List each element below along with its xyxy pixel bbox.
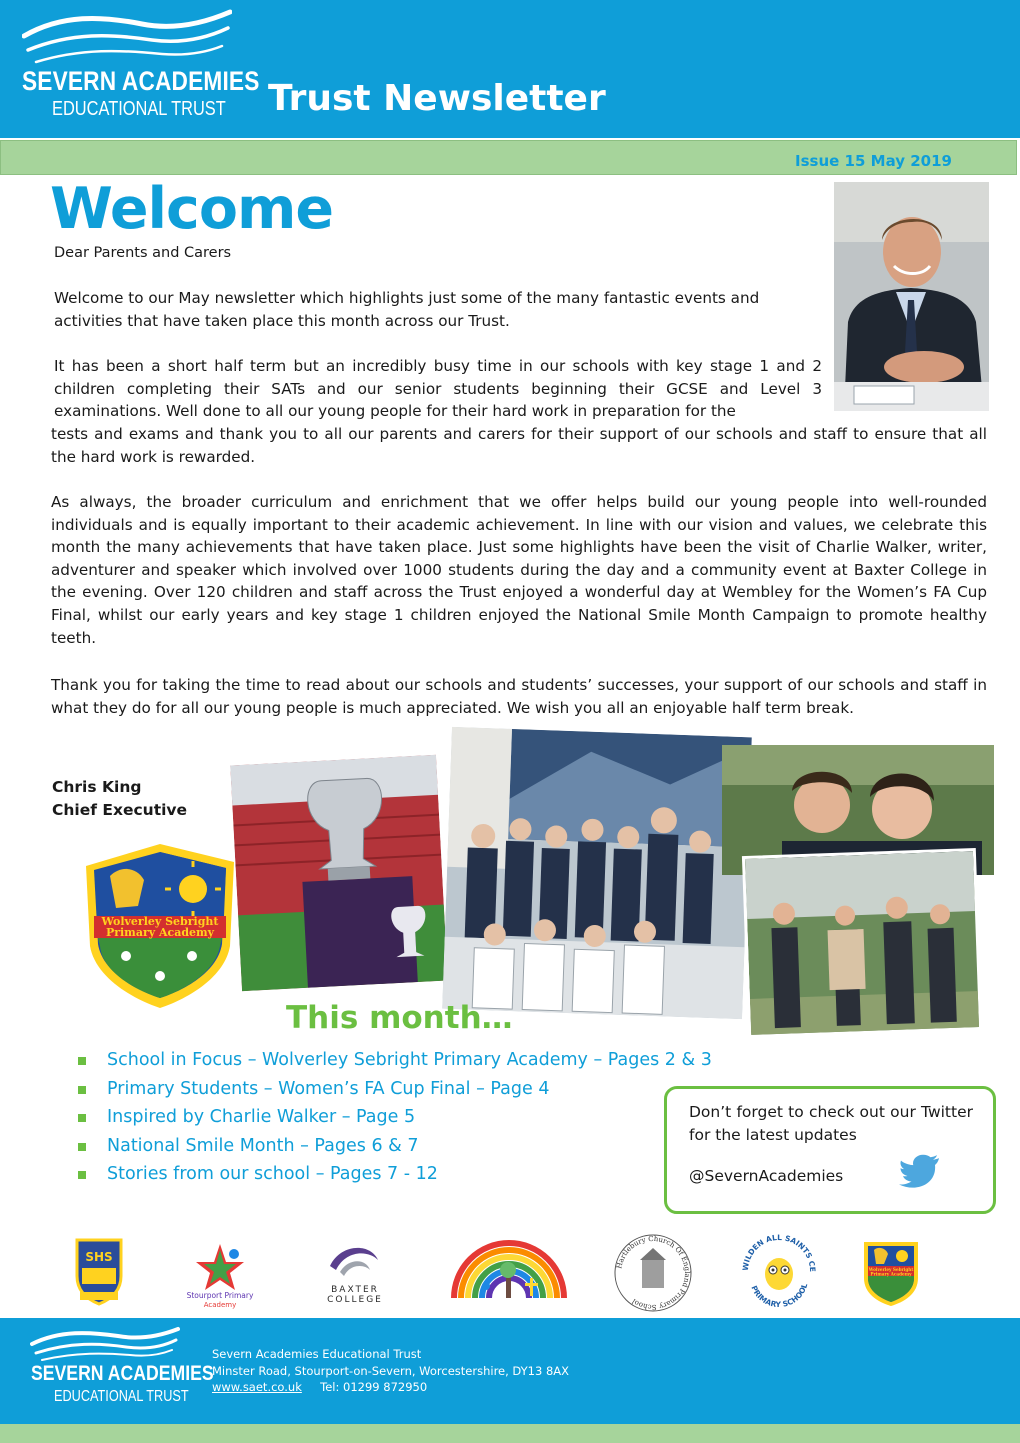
footer-address: Minster Road, Stourport-on-Severn, Worcestershire, DY13 8AX xyxy=(212,1363,570,1378)
list-item-label: School in Focus – Wolverley Sebright Primary Academy – Pages 2 & 3 xyxy=(107,1050,712,1070)
twitter-callout xyxy=(664,1086,996,1214)
list-item-label: Inspired by Charlie Walker – Page 5 xyxy=(107,1107,416,1127)
baxter-logo-line1: BAXTER xyxy=(331,1285,379,1295)
stourport-logo-line1: Stourport Primary xyxy=(186,1291,254,1300)
list-item-label: Stories from our school – Pages 7 - 12 xyxy=(107,1164,438,1184)
footer-org: Severn Academies Educational Trust xyxy=(212,1347,422,1361)
stourport-logo xyxy=(180,1240,260,1314)
wolverley-small-line1: Wolverley Sebright xyxy=(868,1267,914,1272)
footer-wave-logo-icon xyxy=(30,1326,180,1362)
school-logos-row xyxy=(0,1230,1020,1310)
stourport-logo-line2: Academy xyxy=(203,1301,237,1309)
salutation: Dear Parents and Carers xyxy=(54,245,232,261)
ceo-photo xyxy=(834,182,989,411)
charlie-walker-photo xyxy=(442,727,752,1019)
newsletter-title: Trust Newsletter xyxy=(268,78,606,119)
fa-cup-photo xyxy=(230,755,448,991)
welcome-paragraph-2a: It has been a short half term but an incredibly busy time in our schools with key stage 1 and 2 children completing their SATs and our senior students beginning their GCSE and Level 3 examinations. Well done to all our young people for their hard work in preparation for the xyxy=(54,357,822,421)
twitter-handle[interactable]: @SevernAcademies xyxy=(689,1167,844,1185)
crest-text-line1: Wolverley Sebright xyxy=(101,915,219,928)
list-item[interactable] xyxy=(78,1164,712,1193)
wolverley-small-line2: Primary Academy xyxy=(870,1271,912,1277)
wilden-logo-top: WILDEN ALL SAINTS CE xyxy=(740,1232,818,1273)
shs-logo-text: SHS xyxy=(85,1250,113,1264)
footer xyxy=(0,1318,1020,1424)
wave-logo-icon xyxy=(22,6,232,66)
wolverley-logo-small xyxy=(862,1236,920,1312)
bottom-strip xyxy=(0,1424,1020,1443)
bullet-icon xyxy=(78,1143,86,1151)
bullet-icon xyxy=(78,1086,86,1094)
list-item-label: Primary Students – Women’s FA Cup Final – Page 4 xyxy=(107,1078,550,1099)
footer-brand-name: SEVERN ACADEMIES xyxy=(31,1362,214,1385)
footer-website-link[interactable]: www.saet.co.uk xyxy=(212,1380,302,1394)
welcome-paragraph-1: Welcome to our May newsletter which highlights just some of the many fantastic events and activities that have taken place this month across our Trust. xyxy=(54,289,760,330)
welcome-heading: Welcome xyxy=(50,176,334,242)
list-item[interactable] xyxy=(78,1136,712,1165)
contents-list xyxy=(78,1050,712,1193)
welcome-paragraph-4: Thank you for taking the time to read about our schools and students’ successes, your support of our schools and staff in what they do for all our young people is much appreciated. We wish you all an enjoyable half term break. xyxy=(51,676,987,717)
signoff xyxy=(52,776,187,822)
wolverley-crest xyxy=(80,836,240,1018)
welcome-paragraph-3: As always, the broader curriculum and enrichment that we offer helps build our young people into well-rounded individuals and is equally important to their academic achievement. In line with our vision and values, we celebrate this month the many achievements that have taken place. Just some highlights have been the visit of Charlie Walker, writer, adventurer and speaker which involved over 1000 students during the day and a community event at Baxter College in the evening. Over 120 children and staff across the Trust enjoyed a wonderful day at Wembley for the Women’s FA Cup Final, whilst our early years and key stage 1 children enjoyed the National Smile Month Campaign to promote healthy teeth. xyxy=(51,493,987,647)
hartlebury-logo xyxy=(612,1232,694,1318)
wilden-logo-bottom: PRIMARY SCHOOL xyxy=(749,1282,810,1310)
footer-address-block xyxy=(212,1346,569,1396)
rainbow-school-logo xyxy=(450,1238,568,1304)
footer-tel: Tel: 01299 872950 xyxy=(320,1380,428,1394)
signoff-name: Chris King xyxy=(52,778,142,796)
welcome-paragraph-2b: tests and exams and thank you to all our parents and carers for their support of our schools and staff to ensure that all the hard work is rewarded. xyxy=(51,425,987,466)
twitter-text: Don’t forget to check out our Twitter for the latest updates xyxy=(689,1103,973,1144)
this-month-heading: This month… xyxy=(286,1000,513,1036)
bullet-icon xyxy=(78,1057,86,1065)
baxter-logo-line2: COLLEGE xyxy=(327,1295,383,1305)
shs-logo xyxy=(74,1236,124,1310)
issue-label: Issue 15 May 2019 xyxy=(795,152,952,170)
twitter-bird-icon[interactable] xyxy=(899,1153,941,1189)
wilden-logo xyxy=(738,1230,820,1316)
bullet-icon xyxy=(78,1114,86,1122)
staff-photo xyxy=(742,848,982,1038)
hartlebury-logo-text: Hartlebury Church Of England Primary School xyxy=(615,1234,692,1312)
brand-subtitle: EDUCATIONAL TRUST xyxy=(52,98,226,120)
brand-name: SEVERN ACADEMIES xyxy=(22,66,260,96)
baxter-college-logo xyxy=(320,1236,390,1310)
list-item[interactable] xyxy=(78,1079,712,1108)
bullet-icon xyxy=(78,1171,86,1179)
signoff-role: Chief Executive xyxy=(52,801,188,819)
crest-text-line2: Primary Academy xyxy=(105,926,215,939)
list-item-label: National Smile Month – Pages 6 & 7 xyxy=(107,1135,419,1156)
footer-brand-subtitle: EDUCATIONAL TRUST xyxy=(54,1388,189,1405)
list-item[interactable] xyxy=(78,1050,712,1079)
list-item[interactable] xyxy=(78,1107,712,1136)
footer-contact xyxy=(212,1379,569,1396)
header-banner xyxy=(0,0,1020,138)
